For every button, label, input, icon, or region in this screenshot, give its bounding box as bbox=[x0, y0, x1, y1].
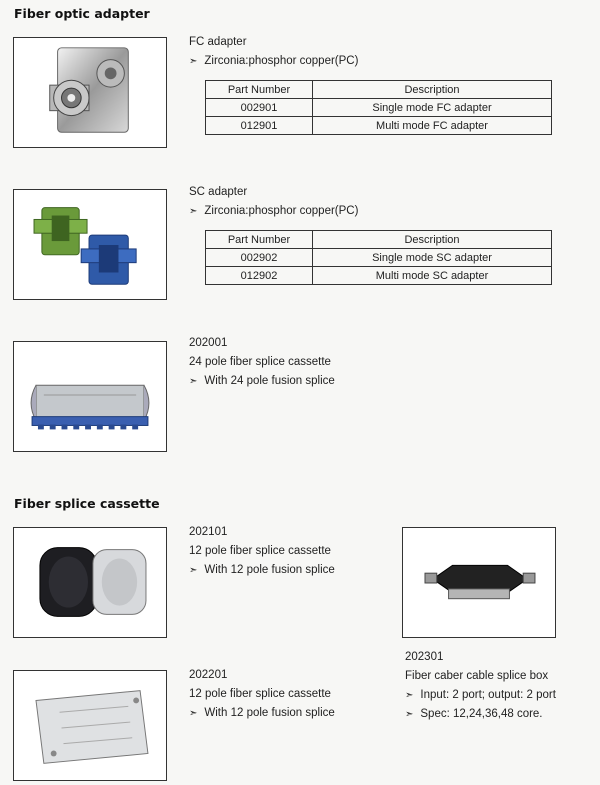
product-202101-name: 12 pole fiber splice cassette bbox=[189, 545, 331, 557]
product-202001-name: 24 pole fiber splice cassette bbox=[189, 356, 331, 368]
description-header: Description bbox=[313, 81, 552, 99]
product-202101-feature: ➣ With 12 pole fusion splice bbox=[189, 561, 335, 580]
part-number-cell: 002902 bbox=[206, 249, 313, 267]
description-header: Description bbox=[313, 231, 552, 249]
section-title-adapter: Fiber optic adapter bbox=[14, 6, 150, 21]
table-row bbox=[206, 249, 552, 267]
product-202301-ports: ➣ Input: 2 port; output: 2 port bbox=[405, 686, 556, 705]
part-number-header: Part Number bbox=[206, 231, 313, 249]
product-202201-name: 12 pole fiber splice cassette bbox=[189, 688, 331, 700]
product-202201-feature: ➣ With 12 pole fusion splice bbox=[189, 704, 335, 723]
product-202001-feature: ➣ With 24 pole fusion splice bbox=[189, 372, 335, 391]
product-202001-code: 202001 bbox=[189, 337, 228, 349]
fc-part-table bbox=[205, 80, 552, 135]
fc-adapter-material: ➣ Zirconia:phosphor copper(PC) bbox=[189, 52, 358, 71]
table-row bbox=[206, 267, 552, 285]
table-header-row bbox=[206, 81, 552, 99]
splice-box-photo bbox=[402, 527, 556, 638]
product-202201-code: 202201 bbox=[189, 669, 228, 681]
sc-adapter-material: ➣ Zirconia:phosphor copper(PC) bbox=[189, 202, 358, 221]
part-number-cell: 002901 bbox=[206, 99, 313, 117]
fc-adapter-photo bbox=[13, 37, 167, 148]
sc-adapter-photo bbox=[13, 189, 167, 300]
table-row bbox=[206, 117, 552, 135]
splice-cassette-24-photo bbox=[13, 341, 167, 452]
product-202301-code: 202301 bbox=[405, 651, 444, 663]
fc-adapter-name: FC adapter bbox=[189, 36, 247, 48]
product-202101-code: 202101 bbox=[189, 526, 228, 538]
product-202301-name: Fiber caber cable splice box bbox=[405, 670, 549, 682]
part-number-cell: 012901 bbox=[206, 117, 313, 135]
table-header-row bbox=[206, 231, 552, 249]
description-cell: Multi mode SC adapter bbox=[313, 267, 552, 285]
splice-tray-photo bbox=[13, 670, 167, 781]
description-cell: Multi mode FC adapter bbox=[313, 117, 552, 135]
description-cell: Single mode FC adapter bbox=[313, 99, 552, 117]
part-number-cell: 012902 bbox=[206, 267, 313, 285]
description-cell: Single mode SC adapter bbox=[313, 249, 552, 267]
table-row bbox=[206, 99, 552, 117]
splice-cassette-12-photo bbox=[13, 527, 167, 638]
sc-part-table bbox=[205, 230, 552, 285]
section-title-cassette: Fiber splice cassette bbox=[14, 496, 160, 511]
sc-adapter-name: SC adapter bbox=[189, 186, 248, 198]
product-202301-spec: ➣ Spec: 12,24,36,48 core. bbox=[405, 705, 543, 724]
part-number-header: Part Number bbox=[206, 81, 313, 99]
